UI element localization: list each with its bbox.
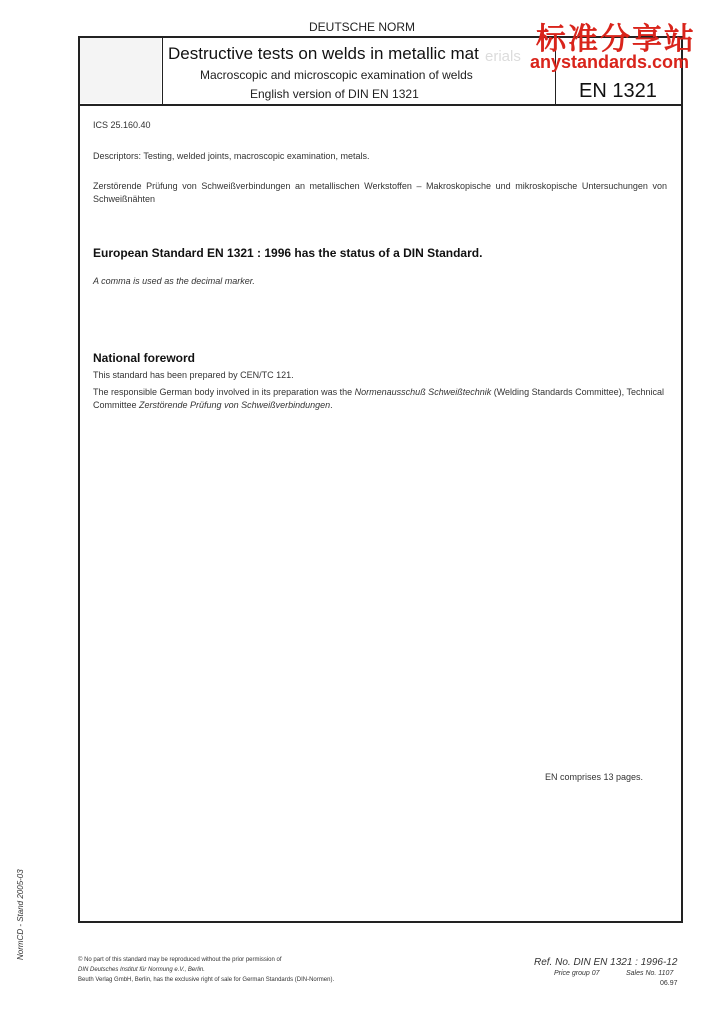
english-version-note: English version of DIN EN 1321 <box>250 87 419 101</box>
frame-bottom-border <box>78 921 683 923</box>
side-margin-note: NormCD - Stand 2005-03 <box>16 869 25 960</box>
header-bottom-rule <box>78 104 683 106</box>
technical-committee-name: Zerstörende Prüfung von Schweißverbindungen <box>139 400 331 410</box>
watermark-chinese: 标准分享站 <box>536 22 696 57</box>
watermark-faint-text: erials <box>485 48 521 65</box>
price-group: Price group 07 <box>554 970 600 977</box>
foreword-text: (Welding Standards Committee), Technical Committee <box>93 387 664 410</box>
status-statement: European Standard EN 1321 : 1996 has the status of a DIN Standard. <box>93 246 483 260</box>
document-title: Destructive tests on welds in metallic mat <box>168 44 479 63</box>
foreword-text: . <box>330 400 333 410</box>
foreword-paragraph-1: This standard has been prepared by CEN/TC 121. <box>93 370 294 380</box>
sales-number: Sales No. 1107 <box>626 970 674 977</box>
ics-code: ICS 25.160.40 <box>93 120 151 130</box>
frame-left-border <box>78 36 80 921</box>
reference-number: Ref. No. DIN EN 1321 : 1996-12 <box>534 957 678 968</box>
header-divider-left <box>162 36 163 104</box>
descriptors: Descriptors: Testing, welded joints, macroscopic examination, metals. <box>93 151 370 161</box>
german-title: Zerstörende Prüfung von Schweißverbindungen an metallischen Werkstoffen – Makroskopische und mikroskopische Untersuchungen von Schweißnähten <box>93 181 667 204</box>
frame-right-border <box>681 36 683 921</box>
document-subtitle: Macroscopic and microscopic examination of welds <box>200 68 473 82</box>
foreword-text: The responsible German body involved in its preparation was the <box>93 387 355 397</box>
sale-rights-notice: Beuth Verlag GmbH, Berlin, has the exclusive right of sale for German Standards (DIN-Normen). <box>78 977 335 983</box>
header-logo-area <box>80 38 161 103</box>
decimal-marker-note: A comma is used as the decimal marker. <box>93 276 255 286</box>
page-count-note: EN comprises 13 pages. <box>545 772 644 782</box>
standard-number: EN 1321 <box>579 80 657 102</box>
watermark-site: anystandards.com <box>530 52 690 72</box>
norm-label: DEUTSCHE NORM <box>308 20 415 34</box>
committee-name: Normenausschuß Schweißtechnik <box>354 387 492 397</box>
institute-name: DIN Deutsches Institut für Normung e.V., Berlin. <box>78 967 205 973</box>
foreword-paragraph-2 <box>93 386 667 412</box>
issue-date: 06.97 <box>660 980 678 987</box>
national-foreword-heading: National foreword <box>93 351 196 365</box>
copyright-notice: © No part of this standard may be reproduced without the prior permission of <box>78 957 282 963</box>
